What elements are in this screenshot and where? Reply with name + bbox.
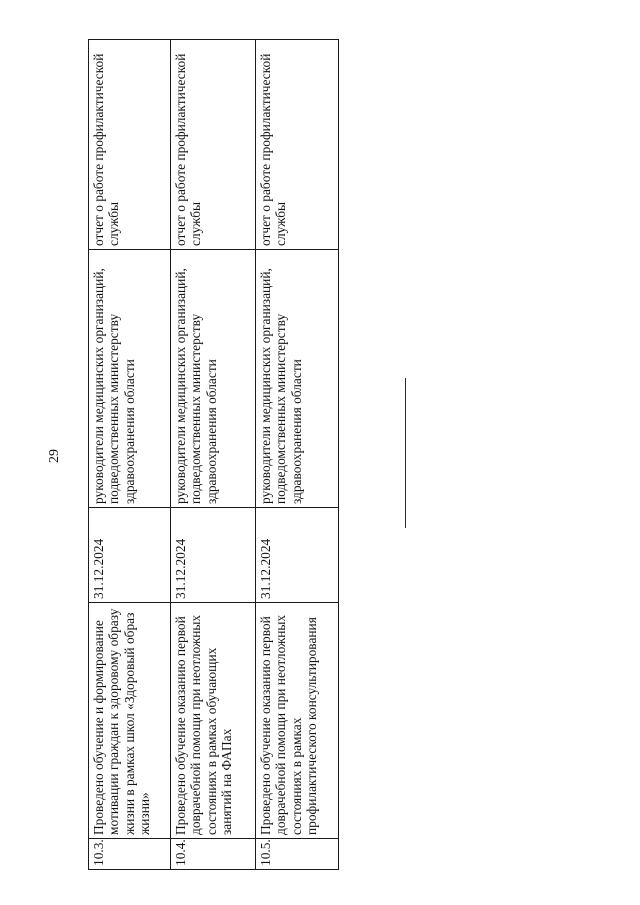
table-row — [256, 40, 339, 870]
row-number: 10.4. — [171, 839, 256, 870]
row-number: 10.3. — [89, 839, 171, 870]
closing-line — [405, 378, 406, 528]
deadline-cell: 31.12.2024 — [89, 508, 171, 603]
table-row — [89, 40, 171, 870]
table-row — [171, 40, 256, 870]
deadline-cell: 31.12.2024 — [256, 508, 339, 603]
result-cell: отчет о работе профилактической службы — [89, 40, 171, 250]
deadline-cell: 31.12.2024 — [171, 508, 256, 603]
measures-table-container — [88, 40, 338, 870]
responsible-cell: руководители медицинских организаций, подведомственных министерству здравоохранения области — [171, 250, 256, 508]
result-cell: отчет о работе профилактической службы — [256, 40, 339, 250]
activity-cell: Проведено обучение и формирование мотивации граждан к здоровому образу жизни в рамках школ «Здоровый образ жизни» — [89, 603, 171, 839]
measures-table — [88, 39, 339, 870]
responsible-cell: руководители медицинских организаций, подведомственных министерству здравоохранения области — [256, 250, 339, 508]
row-number: 10.5. — [256, 839, 339, 870]
responsible-cell: руководители медицинских организаций, подведомственных министерству здравоохранения области — [89, 250, 171, 508]
activity-cell: Проведено обучение оказанию первой доврачебной помощи при неотложных состояниях в рамках обучающих занятий на ФАПах — [171, 603, 256, 839]
activity-cell: Проведено обучение оказанию первой доврачебной помощи при неотложных состояниях в рамках профилактического консультирования — [256, 603, 339, 839]
result-cell: отчет о работе профилактической службы — [171, 40, 256, 250]
page-number: 29 — [47, 449, 62, 463]
